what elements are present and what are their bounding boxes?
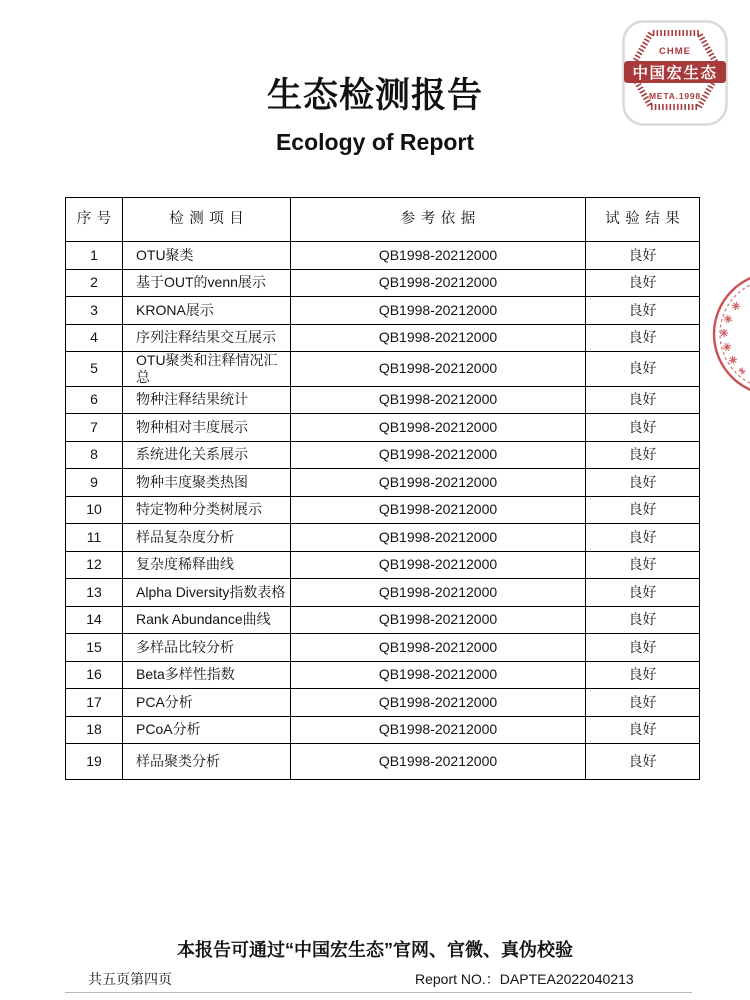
cell-ref: QB1998-20212000 [291,297,586,325]
cell-ref: QB1998-20212000 [291,634,586,662]
cell-no: 9 [66,469,123,497]
cell-ref: QB1998-20212000 [291,716,586,744]
table-row [66,496,700,524]
table-row [66,551,700,579]
cell-ref: QB1998-20212000 [291,269,586,297]
cell-no: 5 [66,352,123,387]
cell-item: 多样品比较分析 [123,634,291,662]
cell-item: 复杂度稀释曲线 [123,551,291,579]
cell-result: 良好 [586,469,700,497]
table-row [66,744,700,780]
report-number: Report NO.：DAPTEA2022040213 [415,971,634,987]
cell-no: 10 [66,496,123,524]
cell-ref: QB1998-20212000 [291,352,586,387]
red-seal-stamp [700,272,750,397]
table-row [66,689,700,717]
cell-no: 6 [66,386,123,414]
cell-item: 序列注释结果交互展示 [123,324,291,352]
cell-ref: QB1998-20212000 [291,469,586,497]
cell-no: 16 [66,661,123,689]
cell-no: 14 [66,606,123,634]
cell-item: 基于OUT的venn展示 [123,269,291,297]
cell-no: 7 [66,414,123,442]
cell-result: 良好 [586,496,700,524]
report-table-body [66,242,700,780]
cell-result: 良好 [586,661,700,689]
cell-result: 良好 [586,269,700,297]
cell-result: 良好 [586,441,700,469]
cell-ref: QB1998-20212000 [291,386,586,414]
cell-item: 物种注释结果统计 [123,386,291,414]
cell-ref: QB1998-20212000 [291,744,586,780]
cell-result: 良好 [586,524,700,552]
cell-result: 良好 [586,689,700,717]
footer-divider [65,992,692,993]
cell-item: OTU聚类和注释情况汇总 [123,352,291,387]
cell-item: OTU聚类 [123,242,291,270]
table-row [66,524,700,552]
logo-bottom-text: META.1998 [649,91,701,101]
cell-result: 良好 [586,716,700,744]
cell-ref: QB1998-20212000 [291,414,586,442]
cell-no: 4 [66,324,123,352]
cell-no: 13 [66,579,123,607]
table-row [66,297,700,325]
table-row [66,324,700,352]
cell-item: Alpha Diversity指数表格 [123,579,291,607]
cell-result: 良好 [586,352,700,387]
header-result: 试验结果 [586,198,700,242]
page-title: 生态检测报告 [266,76,483,115]
red-seal-icon [700,272,750,397]
table-row [66,386,700,414]
cell-result: 良好 [586,297,700,325]
header-reference: 参考依据 [291,198,586,242]
cell-item: 特定物种分类树展示 [123,496,291,524]
page-subtitle: Ecology of Report [275,129,475,155]
cell-item: 样品聚类分析 [123,744,291,780]
cell-item: 物种相对丰度展示 [123,414,291,442]
cell-item: Beta多样性指数 [123,661,291,689]
cell-ref: QB1998-20212000 [291,661,586,689]
cell-item: Rank Abundance曲线 [123,606,291,634]
cell-no: 17 [66,689,123,717]
cell-no: 1 [66,242,123,270]
cell-ref: QB1998-20212000 [291,496,586,524]
table-row [66,269,700,297]
table-row [66,441,700,469]
logo-top-text: CHME [659,46,691,57]
cell-result: 良好 [586,606,700,634]
table-row [66,716,700,744]
cell-item: 样品复杂度分析 [123,524,291,552]
cell-no: 8 [66,441,123,469]
cell-no: 15 [66,634,123,662]
cell-ref: QB1998-20212000 [291,324,586,352]
page-number: 共五页第四页 [88,971,172,987]
cell-result: 良好 [586,551,700,579]
table-row [66,661,700,689]
cell-no: 12 [66,551,123,579]
cell-ref: QB1998-20212000 [291,242,586,270]
table-row [66,469,700,497]
cell-no: 18 [66,716,123,744]
cell-no: 3 [66,297,123,325]
cell-item: PCoA分析 [123,716,291,744]
cell-no: 2 [66,269,123,297]
cell-item: KRONA展示 [123,297,291,325]
logo-name-text: 中国宏生态 [632,65,718,82]
report-table [65,197,700,780]
header-no: 序号 [66,198,123,242]
cell-result: 良好 [586,242,700,270]
table-row [66,242,700,270]
header-row [66,198,700,242]
table-row [66,606,700,634]
cell-ref: QB1998-20212000 [291,441,586,469]
cell-result: 良好 [586,414,700,442]
cell-result: 良好 [586,324,700,352]
table-row [66,414,700,442]
cell-result: 良好 [586,634,700,662]
report-table-header [66,198,700,242]
table-row [66,579,700,607]
cell-item: 物种丰度聚类热图 [123,469,291,497]
cell-result: 良好 [586,744,700,780]
verification-note: 本报告可通过“中国宏生态”官网、官微、真伪校验 [177,940,573,960]
cell-result: 良好 [586,579,700,607]
cell-result: 良好 [586,386,700,414]
cell-ref: QB1998-20212000 [291,551,586,579]
cell-ref: QB1998-20212000 [291,579,586,607]
header-item: 检测项目 [123,198,291,242]
cell-no: 11 [66,524,123,552]
cell-item: PCA分析 [123,689,291,717]
table-row [66,352,700,387]
cell-item: 系统进化关系展示 [123,441,291,469]
cell-no: 19 [66,744,123,780]
cell-ref: QB1998-20212000 [291,606,586,634]
table-row [66,634,700,662]
cell-ref: QB1998-20212000 [291,689,586,717]
cell-ref: QB1998-20212000 [291,524,586,552]
